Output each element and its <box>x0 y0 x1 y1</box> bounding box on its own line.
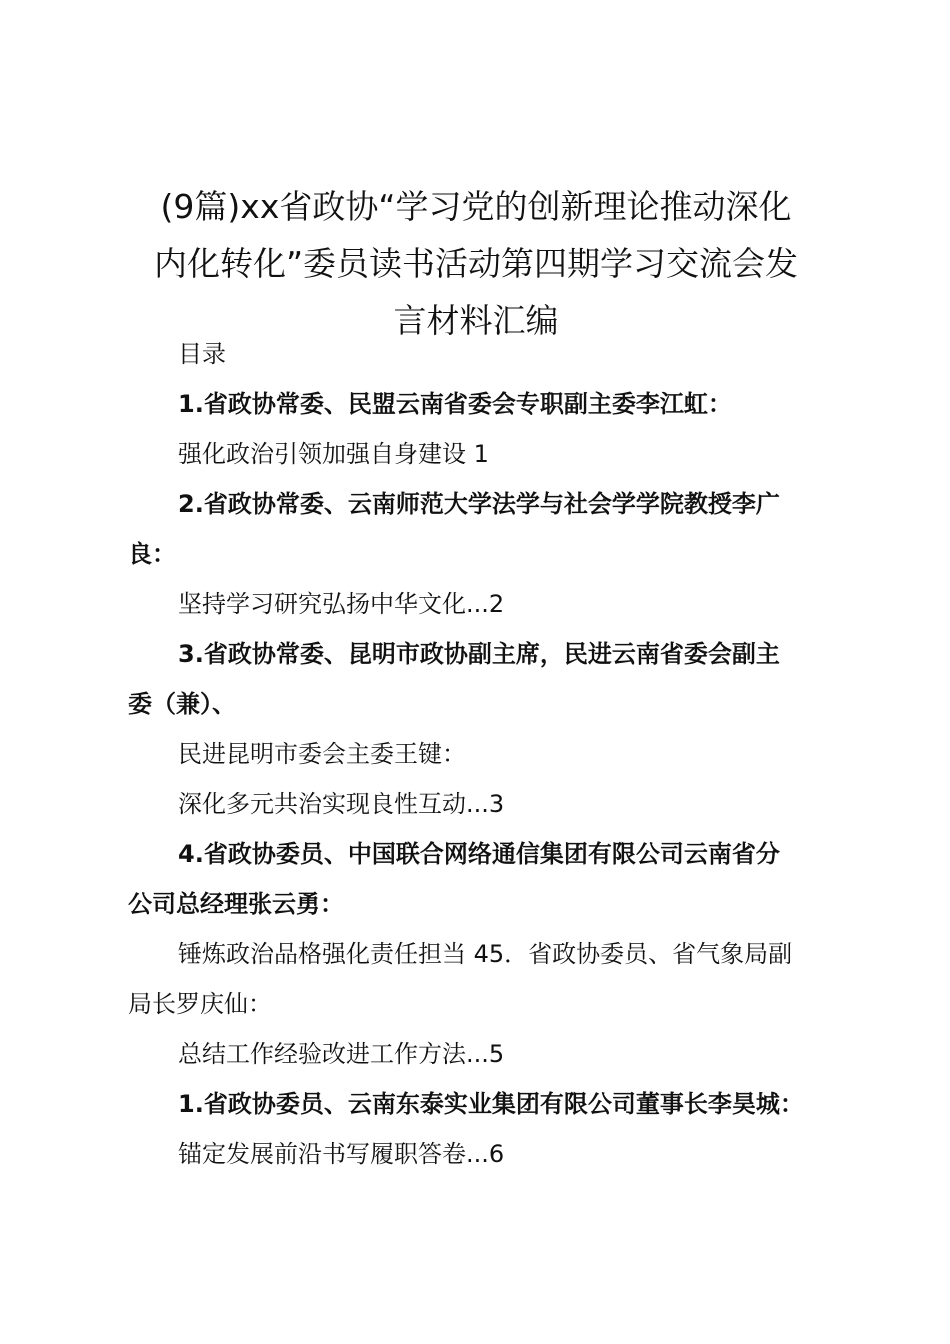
toc-entry-heading: 1.省政协委员、云南东泰实业集团有限公司董事长李昊城： <box>178 1090 804 1118</box>
toc-entry-heading-cont: 公司总经理张云勇： <box>128 890 344 918</box>
toc-entry-heading-cont: 良： <box>128 540 176 568</box>
toc-entry-heading: 4.省政协委员、中国联合网络通信集团有限公司云南省分 <box>178 840 780 868</box>
toc-entry-heading: 2.省政协常委、云南师范大学法学与社会学学院教授李广 <box>178 490 780 518</box>
title-line-1: (9篇)xx省政协“学习党的创新理论推动深化 <box>160 187 792 226</box>
toc-entry-title: 锤炼政治品格强化责任担当 45．省政协委员、省气象局副 <box>178 940 793 968</box>
title-line-3: 言材料汇编 <box>393 301 559 340</box>
toc-label: 目录 <box>178 340 226 368</box>
document-title <box>118 178 834 349</box>
toc-entry-title: 总结工作经验改进工作方法...5 <box>178 1040 505 1068</box>
toc-entry-heading: 3.省政协常委、昆明市政协副主席，民进云南省委会副主 <box>178 640 780 668</box>
toc-entry-title: 深化多元共治实现良性互动...3 <box>178 790 505 818</box>
toc-entry-title: 强化政治引领加强自身建设 1 <box>178 440 489 468</box>
toc-entry-title: 坚持学习研究弘扬中华文化...2 <box>178 590 505 618</box>
title-line-2: 内化转化”委员读书活动第四期学习交流会发 <box>153 244 799 283</box>
toc-entry-title: 锚定发展前沿书写履职答卷...6 <box>178 1140 505 1168</box>
toc-entry-heading-cont: 委（兼）、 <box>128 690 236 718</box>
toc-entry-heading: 1.省政协常委、民盟云南省委会专职副主委李江虹： <box>178 390 732 418</box>
toc-entry-title-cont: 局长罗庆仙： <box>128 990 272 1018</box>
toc-entry-author: 民进昆明市委会主委王键： <box>178 740 466 768</box>
